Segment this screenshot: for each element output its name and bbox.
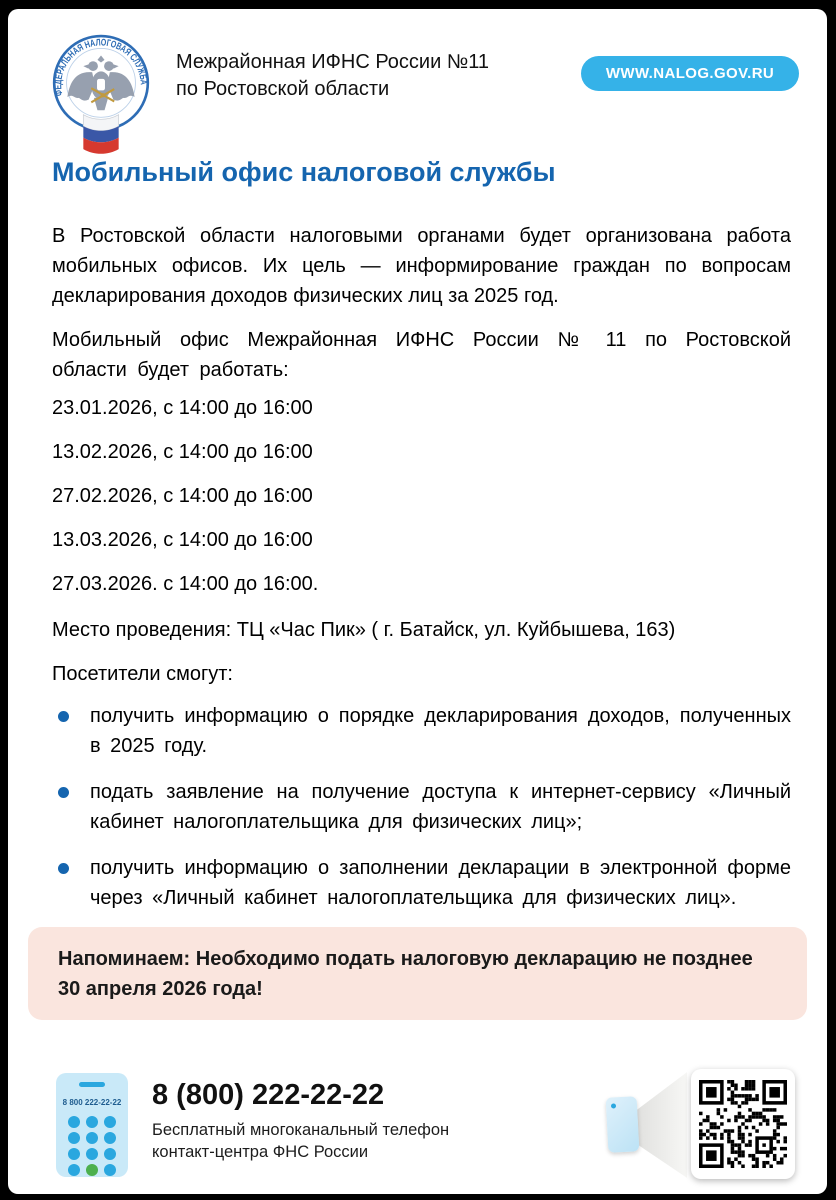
list-item: [52, 853, 791, 913]
phone-number: 8 (800) 222-22-22: [152, 1079, 385, 1111]
list-item-text: подать заявление на получение доступа к интернет-сервису «Личный кабинет налогоплательщика для физических лиц»;: [90, 781, 791, 833]
schedule-item: 13.03.2026, с 14:00 до 16:00: [52, 529, 313, 551]
keypad-dot: [104, 1164, 116, 1176]
keypad-dot: [68, 1164, 80, 1176]
page-title: Мобильный офис налоговой службы: [52, 157, 556, 187]
bullet-dot-icon: [58, 863, 69, 874]
keypad-dot-green: [86, 1164, 98, 1176]
phone-caption: [152, 1119, 449, 1163]
keypad-dot: [86, 1132, 98, 1144]
keypad-dot: [86, 1148, 98, 1160]
org-line-1: Межрайонная ИФНС России №11: [176, 51, 490, 73]
scan-beam: [631, 1071, 687, 1179]
keypad-dot: [104, 1148, 116, 1160]
visitors-intro: Посетители смогут:: [52, 663, 233, 685]
org-line-2: по Ростовской области: [176, 78, 390, 100]
qr-scan-illustration: [581, 1069, 795, 1181]
reminder-box: [28, 927, 807, 1020]
fns-logo-icon: [48, 31, 154, 163]
keypad-dot: [86, 1116, 98, 1128]
schedule-item: 27.02.2026, с 14:00 до 16:00: [52, 485, 313, 507]
keypad-dot: [104, 1116, 116, 1128]
services-list: [52, 701, 791, 929]
schedule-item: 23.01.2026, с 14:00 до 16:00: [52, 397, 313, 419]
poster-page: [8, 9, 827, 1194]
intro-paragraph: В Ростовской области налоговыми органами будет организована работа мобильных офисов. Их цель — информирование граждан по вопросам декларирования доходов физических лиц за 2025 год.: [52, 225, 791, 307]
contact-info: [152, 1079, 449, 1163]
qr-code: [691, 1069, 795, 1179]
keypad-dot: [68, 1132, 80, 1144]
logo-circular-text: ФЕДЕРАЛЬНАЯ НАЛОГОВАЯ СЛУЖБА: [53, 37, 149, 97]
organization-name: [176, 49, 489, 103]
bullet-dot-icon: [58, 711, 69, 722]
phone-caption-line1: Бесплатный многоканальный телефон: [152, 1121, 450, 1139]
list-item: [52, 701, 791, 761]
keypad-dot: [68, 1116, 80, 1128]
website-button[interactable]: WWW.NALOG.GOV.RU: [581, 56, 799, 91]
schedule-intro: Мобильный офис Межрайонная ИФНС России № 11 по Ростовской области будет работать:: [52, 329, 791, 381]
list-item-text: получить информацию о заполнении декларации в электронной форме через «Личный кабинет налогоплательщика для физических лиц».: [90, 857, 791, 909]
footer: [48, 1069, 799, 1184]
russian-flag: [83, 115, 118, 154]
list-item-text: получить информацию о порядке декларирования доходов, полученных в 2025 году.: [90, 705, 791, 757]
keypad-dots: [68, 1116, 116, 1176]
list-item: [52, 777, 791, 837]
schedule-item: 13.02.2026, с 14:00 до 16:00: [52, 441, 313, 463]
bullet-dot-icon: [58, 787, 69, 798]
schedule-item: 27.03.2026. с 14:00 до 16:00.: [52, 573, 319, 595]
keypad-dot: [68, 1148, 80, 1160]
phone-keypad-icon: [56, 1073, 128, 1177]
location-line: Место проведения: ТЦ «Час Пик» ( г. Батайск, ул. Куйбышева, 163): [52, 619, 676, 641]
phone-icon-number: 8 800 222-22-22: [62, 1098, 122, 1107]
phone-caption-line2: контакт-центра ФНС России: [152, 1143, 369, 1161]
keypad-dot: [104, 1132, 116, 1144]
smartphone-icon: [606, 1096, 640, 1153]
schedule-list: [52, 393, 791, 613]
reminder-text: Напоминаем: Необходимо подать налоговую декларацию не позднее 30 апреля 2026 года!: [58, 948, 753, 1000]
